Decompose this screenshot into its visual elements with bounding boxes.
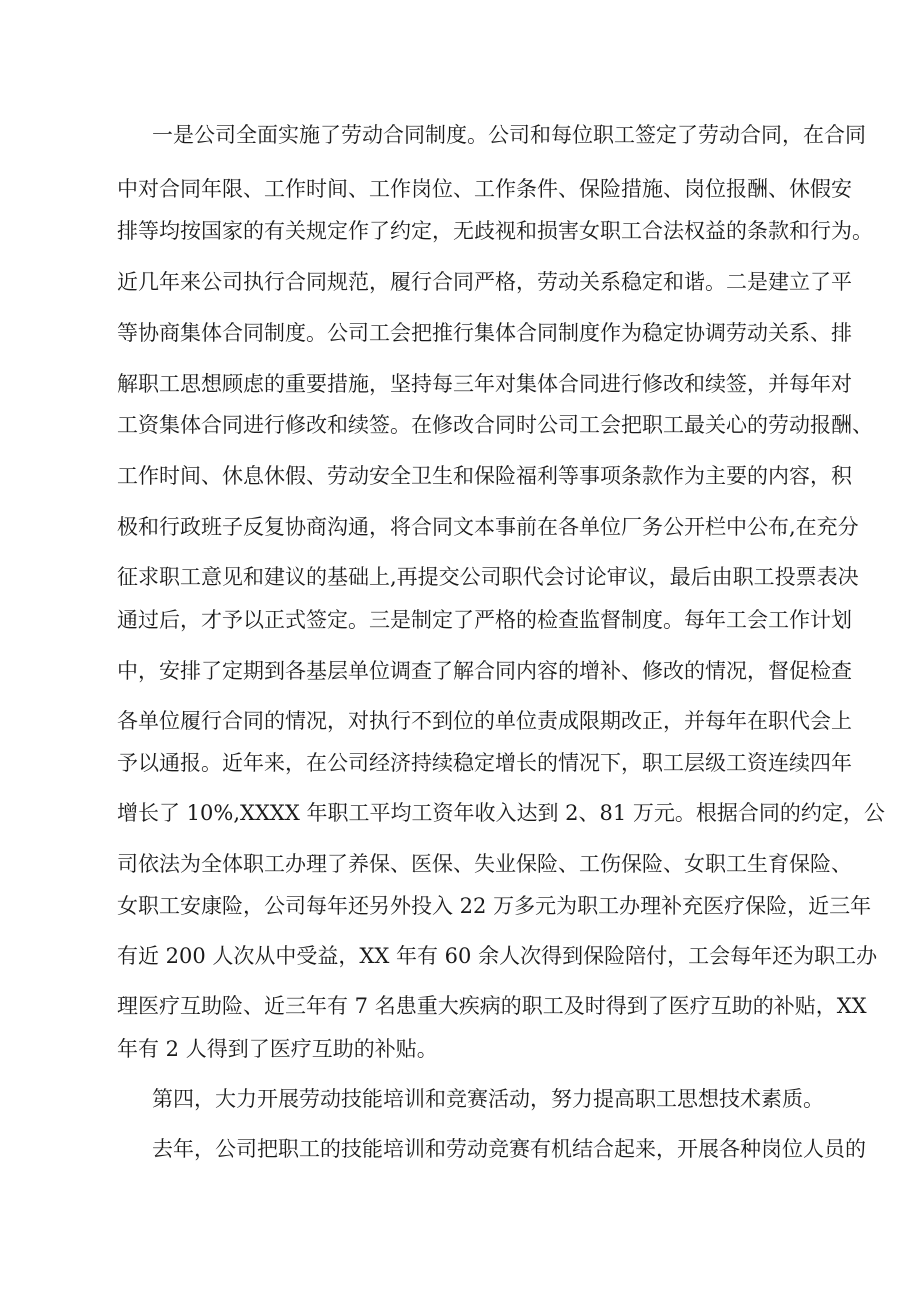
paragraph-1-line-6: 解职工思想顾虑的重要措施，坚持每三年对集体合同进行修改和续签，并每年对 xyxy=(117,372,852,396)
paragraph-1-line-5: 等协商集体合同制度。公司工会把推行集体合同制度作为稳定协调劳动关系、排 xyxy=(117,321,852,345)
paragraph-1-line-20: 年有 2 人得到了医疗互助的补贴。 xyxy=(117,1037,438,1061)
paragraph-1-line-12: 中，安排了定期到各基层单位调查了解合同内容的增补、修改的情况，督促检查 xyxy=(117,659,852,683)
paragraph-1-line-15: 增长了 10%,XXXX 年职工平均工资年收入达到 2、81 万元。根据合同的约定，公 xyxy=(117,801,885,825)
paragraph-1-line-11: 通过后，才予以正式签定。三是制定了严格的检查监督制度。每年工会工作计划 xyxy=(117,608,852,632)
paragraph-1-line-1: 一是公司全面实施了劳动合同制度。公司和每位职工签定了劳动合同，在合同 xyxy=(152,123,866,147)
paragraph-1-line-10: 征求职工意见和建议的基础上,再提交公司职代会讨论审议，最后由职工投票表决 xyxy=(117,565,859,589)
paragraph-1-line-8: 工作时间、休息休假、劳动安全卫生和保险福利等事项条款作为主要的内容，积 xyxy=(117,464,852,488)
paragraph-1-line-9: 极和行政班子反复协商沟通，将合同文本事前在各单位厂务公开栏中公布,在充分 xyxy=(117,515,859,539)
paragraph-1-line-2: 中对合同年限、工作时间、工作岗位、工作条件、保险措施、岗位报酬、休假安 xyxy=(117,177,852,201)
paragraph-3-line-1: 去年，公司把职工的技能培训和劳动竞赛有机结合起来，开展各种岗位人员的 xyxy=(152,1137,866,1161)
paragraph-1-line-16: 司依法为全体职工办理了养保、医保、失业保险、工伤保险、女职工生育保险、 xyxy=(117,852,852,876)
paragraph-1-line-14: 予以通报。近年来，在公司经济持续稳定增长的情况下，职工层级工资连续四年 xyxy=(117,751,852,775)
paragraph-1-line-7: 工资集体合同进行修改和续签。在修改合同时公司工会把职工最关心的劳动报酬、 xyxy=(117,413,873,437)
paragraph-1-line-18: 有近 200 人次从中受益，XX 年有 60 余人次得到保险陪付，工会每年还为职工办 xyxy=(117,944,878,968)
paragraph-1-line-13: 各单位履行合同的情况，对执行不到位的单位责成限期改正，并每年在职代会上 xyxy=(117,709,852,733)
paragraph-1-line-19: 理医疗互助险、近三年有 7 名患重大疾病的职工及时得到了医疗互助的补贴，XX xyxy=(117,994,867,1018)
paragraph-2-line-1: 第四，大力开展劳动技能培训和竞赛活动，努力提高职工思想技术素质。 xyxy=(152,1087,824,1111)
paragraph-1-line-3: 排等均按国家的有关规定作了约定，无歧视和损害女职工合法权益的条款和行为。 xyxy=(117,219,873,243)
paragraph-1-line-17: 女职工安康险，公司每年还另外投入 22 万多元为职工办理补充医疗保险，近三年 xyxy=(117,894,872,918)
paragraph-1-line-4: 近几年来公司执行合同规范，履行合同严格，劳动关系稳定和谐。二是建立了平 xyxy=(117,270,852,294)
